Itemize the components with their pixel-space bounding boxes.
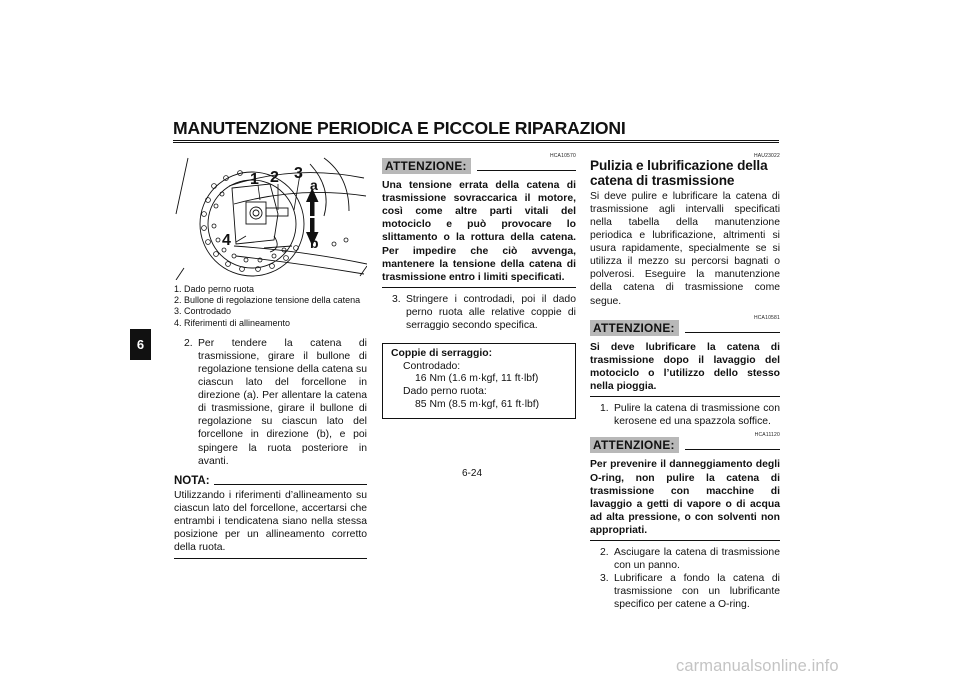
step-1-clean [590,402,780,428]
spec-value: 85 Nm (8.5 m·kgf, 61 ft·lbf) [415,398,540,410]
attention-heading [590,320,780,336]
figure-legend [174,284,367,329]
chain-adjuster-illustration [174,156,367,280]
section-title: Pulizia e lubrificazione della catena di trasmissione [590,158,768,189]
step-text: Per tendere la catena di trasmissione, girare il bullone di regolazione tensione della catena su ciascun lato del forcellone in direzione (a). Per allentare la catena di trasmissione, girare il bullone di regolazione su ciascun lato del forcellone in direzione (b), e poi spingere la ruota posteriore in avanti. [198,337,367,467]
attention-text: Si deve lubrificare la catena di trasmissione dopo il lavaggio del motociclo o l’utilizzo dello stesso nella pioggia. [590,341,780,397]
legend-item: 3. Controdado [174,306,232,317]
column-2 [382,150,576,419]
reference-code: HCA10581 [753,314,780,321]
figure-label-b: b [310,235,319,251]
section-intro: Si deve pulire e lubrificare la catena di trasmissione agli intervalli specificati nella tabella della manutenzione periodica e lubrificazione, altrimenti si usura rapidamente, specialmente se si utilizza il mezzo su percorsi bagnati o polverosi. Eseguire la manutenzione della catena di trasmissione come segue. [590,190,780,307]
column-1 [174,156,367,559]
page-title: MANUTENZIONE PERIODICA E PICCOLE RIPARAZIONI [173,118,779,143]
step-text: Pulire la catena di trasmissione con kerosene ed una spazzola soffice. [614,403,780,428]
chain-adjuster-figure [174,156,367,280]
page-number: 6-24 [462,468,483,479]
legend-item: 2. Bullone di regolazione tensione della catena [174,295,361,306]
figure-label-2: 2 [270,169,279,186]
spec-item: Dado perno ruota: [403,385,487,397]
step-number: 3. [600,573,609,585]
legend-item: 4. Riferimenti di allineamento [174,317,291,328]
attention-text: Per prevenire il danneggiamento degli O-ring, non pulire la catena di trasmissione con macchine di lavaggio a getti di vapore o di acqua ad alta pressione, o con solventi non appropriati. [590,458,780,541]
step-2-tension [174,337,367,468]
step-text: Stringere i controdadi, poi il dado perno ruota alle relative coppie di serraggio secondo specifica. [406,293,576,332]
step-3-tighten [382,293,576,332]
step-number: 2. [184,337,193,349]
column-3 [590,150,780,611]
figure-label-3: 3 [294,165,303,182]
legend-item: 1. Dado perno ruota [174,284,255,294]
step-number: 1. [600,403,609,415]
divider [477,170,576,171]
step-2-dry [590,546,780,572]
spec-value: 16 Nm (1.6 m·kgf, 11 ft·lbf) [415,373,539,385]
step-3-lubricate [590,572,780,611]
step-text: Asciugare la catena di trasmissione con un panno. [614,546,780,572]
attention-label: ATTENZIONE: [590,437,679,453]
watermark: carmanualsonline.info [676,657,839,675]
attention-heading [382,158,576,174]
divider [685,449,780,450]
divider [685,332,780,333]
chapter-tab: 6 [130,329,151,360]
reference-code: HCA11120 [754,432,780,439]
step-text: Lubrificare a fondo la catena di trasmissione con un lubrificante specifico per catene a O-ring. [614,573,780,611]
attention-heading [590,437,780,453]
attention-text: Una tensione errata della catena di trasmissione sovraccarica il motore, così come altre parti vitali del motociclo e può provocare lo slittamento o la rottura della catena. Per impedire che ciò avvenga, mantenere la tensione della catena di trasmissione entro i limiti specificati. [382,179,576,288]
attention-label: ATTENZIONE: [590,320,679,336]
figure-label-1: 1 [250,171,259,188]
attention-label: ATTENZIONE: [382,158,471,174]
step-number: 2. [600,546,609,558]
torque-spec-box [382,343,576,419]
nota-heading [174,475,367,488]
spec-title: Coppie di serraggio: [391,348,493,360]
reference-code: HAU23022 [753,153,780,159]
figure-label-a: a [310,177,318,193]
step-number: 3. [392,293,401,305]
nota-label: NOTA: [174,474,210,487]
figure-label-4: 4 [222,232,231,249]
nota-text: Utilizzando i riferimenti d’allineamento su ciascun lato del forcellone, accertarsi che entrambi i tendicatena siano nella stessa posizione per un allineamento corretto della ruota. [174,489,367,559]
reference-code: HCA10570 [549,153,576,159]
divider [214,484,367,485]
spec-item: Controdado: [403,360,461,372]
